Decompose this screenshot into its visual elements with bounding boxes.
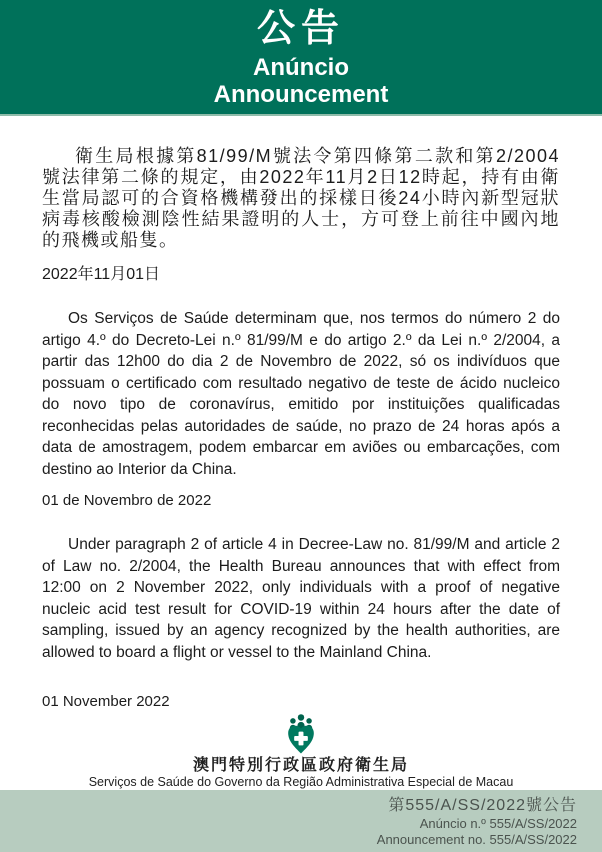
reference-number-pt: Anúncio n.º 555/A/SS/2022	[419, 816, 577, 831]
agency-name-pt: Serviços de Saúde do Governo da Região Administrativa Especial de Macau	[88, 775, 514, 789]
date-portuguese: 01 de Novembro de 2022	[42, 492, 212, 509]
paragraph-english: Under paragraph 2 of article 4 in Decree-Law no. 81/99/M and article 2 of Law no. 2/2004, the Health Bureau announces that with effect from 12:00 on 2 November 2022, only individuals with a proof of negative nucleic acid test result for COVID-19 within 24 hours after the date of sampling, issued by an agency recognized by the health authorities, are allowed to board a flight or vessel to the Mainland China.	[42, 536, 560, 661]
agency-signature-block	[0, 713, 602, 790]
paragraph-portuguese: Os Serviços de Saúde determinam que, nos termos do número 2 do artigo 4.º do Decreto-Lei n.º 81/99/M e do artigo 2.º da Lei n.º 2/2004, a partir das 12h00 do dia 2 de Novembro de 2022, só os indivíduos que possuam o certificado com resultado negativo de teste de ácido nucleico do novo tipo de coronavírus, emitido por instituições qualificadas reconhecidas pelas autoridades de saúde, no prazo de 24 horas após a data de amostragem, podem embarcar em aviões ou embarcações, com destino ao Interior da China.	[42, 310, 560, 478]
footer-reference-band	[0, 790, 602, 852]
date-english: 01 November 2022	[42, 693, 170, 710]
header-title-en: Announcement	[213, 81, 389, 108]
paragraph-chinese: 衛生局根據第81/99/M號法令第四條第二款和第2/2004號法律第二條的規定，由2022年11月2日12時起，持有由衛生當局認可的合資格機構發出的採樣日後24小時內新型冠狀病毒核酸檢測陰性結果證明的人士，方可登上前往中國內地的飛機或船隻。	[42, 146, 560, 250]
health-bureau-heart-cross-logo-icon	[282, 713, 320, 755]
header-title-pt: Anúncio	[253, 54, 349, 81]
header-title-zh: 公告	[256, 8, 345, 50]
reference-number-zh: 第555/A/SS/2022號公告	[388, 797, 577, 814]
header-banner	[0, 0, 602, 116]
document-body	[0, 146, 602, 711]
date-chinese: 2022年11月01日	[42, 266, 161, 283]
agency-name-zh: 澳門特別行政區政府衛生局	[192, 757, 409, 774]
reference-number-en: Announcement no. 555/A/SS/2022	[376, 832, 577, 847]
